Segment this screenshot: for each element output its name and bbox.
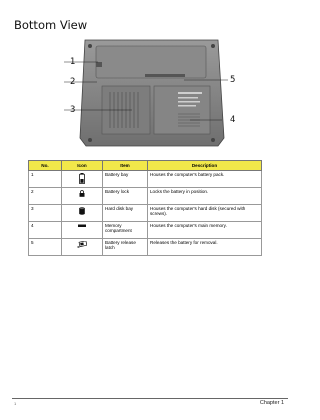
- row-description: Houses the computer's main memory.: [148, 221, 262, 238]
- memory-icon: [78, 224, 86, 228]
- footer-divider: [12, 398, 288, 399]
- row-description: Houses the computer's battery pack.: [148, 170, 262, 187]
- row-number: 5: [29, 238, 62, 255]
- table-row: [29, 221, 262, 238]
- components-table: [28, 160, 262, 256]
- row-icon-cell: [62, 238, 103, 255]
- row-icon-cell: [62, 204, 103, 221]
- table-header-row: [29, 161, 262, 171]
- laptop-bottom-photo: [50, 34, 250, 152]
- table-row: [29, 238, 262, 255]
- battery-icon: [79, 173, 85, 184]
- header-icon: Icon: [62, 161, 103, 171]
- table-row: [29, 204, 262, 221]
- header-description: Description: [148, 161, 262, 171]
- row-icon-cell: [62, 170, 103, 187]
- table-row: [29, 170, 262, 187]
- row-item: Memory compartment: [103, 221, 148, 238]
- callout-2: 2: [70, 77, 76, 87]
- page-title: Bottom View: [14, 18, 88, 32]
- callout-4: 4: [230, 115, 236, 125]
- row-item: Hard disk bay: [103, 204, 148, 221]
- row-item: Battery lock: [103, 187, 148, 204]
- row-icon-cell: [62, 221, 103, 238]
- table-row: [29, 187, 262, 204]
- row-number: 2: [29, 187, 62, 204]
- row-icon-cell: [62, 187, 103, 204]
- hard-disk-icon: [79, 207, 85, 215]
- row-number: 3: [29, 204, 62, 221]
- callout-3: 3: [70, 105, 76, 115]
- header-no: No.: [29, 161, 62, 171]
- row-item: Battery release latch: [103, 238, 148, 255]
- row-number: 1: [29, 170, 62, 187]
- footer-page-number: 1: [14, 401, 17, 406]
- row-description: Locks the battery in position.: [148, 187, 262, 204]
- row-description: Houses the computer's hard disk (secured with screws).: [148, 204, 262, 221]
- row-description: Releases the battery for removal.: [148, 238, 262, 255]
- callout-5: 5: [230, 75, 236, 85]
- row-item: Battery bay: [103, 170, 148, 187]
- row-number: 4: [29, 221, 62, 238]
- header-item: Item: [103, 161, 148, 171]
- callout-1: 1: [70, 57, 76, 67]
- battery-release-icon: [77, 241, 87, 248]
- footer-chapter: Chapter 1: [259, 400, 284, 406]
- lock-icon: [79, 190, 85, 197]
